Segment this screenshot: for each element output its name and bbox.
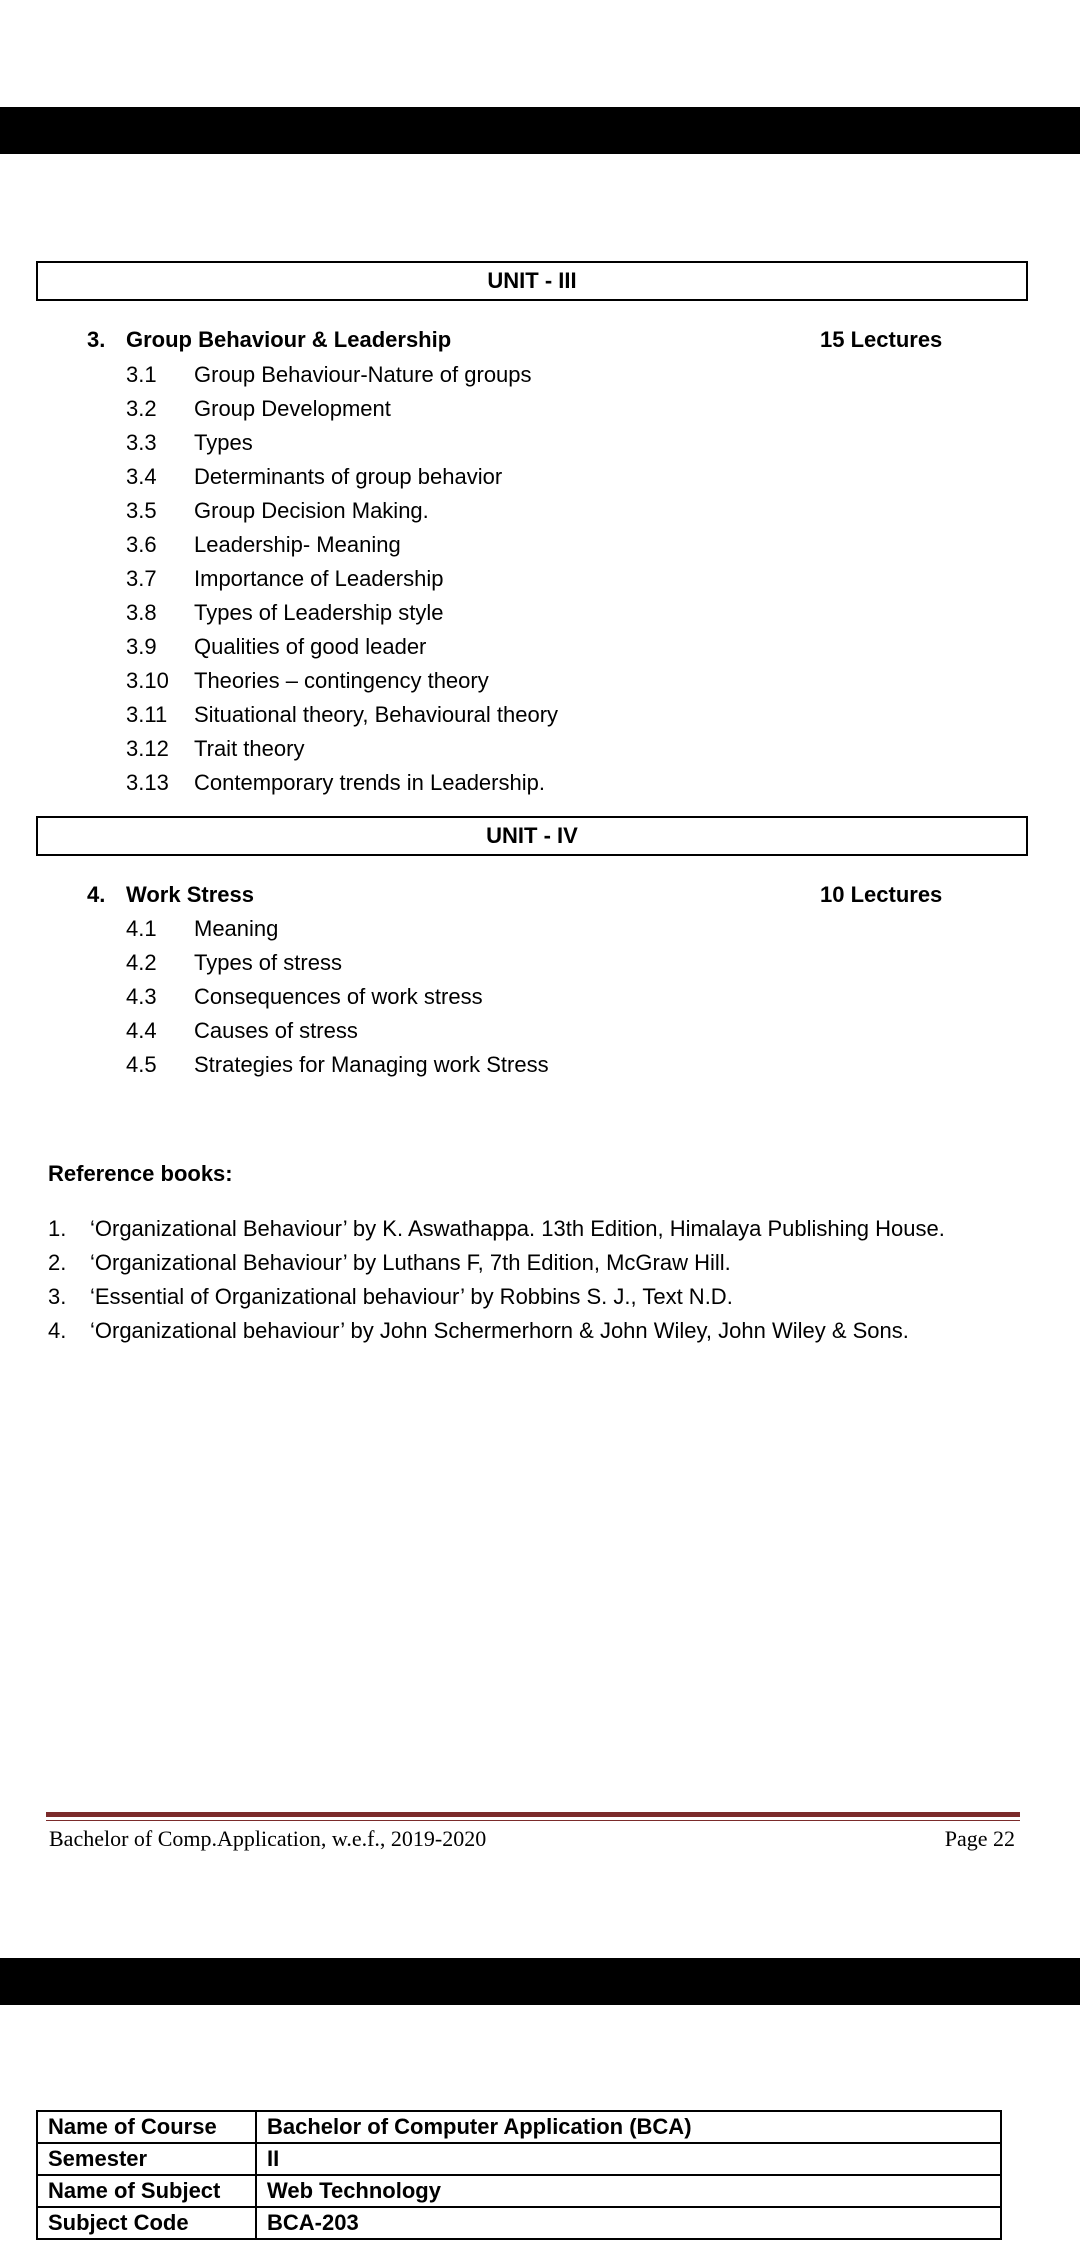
unit-3-topic-item (126, 494, 429, 528)
unit-3-topic-item-text: Group Development (194, 396, 391, 421)
unit-3-topic-item-text: Trait theory (194, 736, 305, 761)
unit-3-topic-item (126, 664, 489, 698)
reference-book-text: ‘Organizational Behaviour’ by Luthans F, 7th Edition, McGraw Hill. (90, 1250, 731, 1275)
course-info-value: Web Technology (256, 2175, 1001, 2207)
reference-book-item (48, 1216, 945, 1242)
unit-3-topic-item-number: 3.13 (126, 770, 169, 795)
footer-left-text: Bachelor of Comp.Application, w.e.f., 2019-2020 (49, 1826, 487, 1851)
unit-4-topic-item-text: Causes of stress (194, 1018, 358, 1043)
reference-book-text: ‘Essential of Organizational behaviour’ by Robbins S. J., Text N.D. (90, 1284, 733, 1309)
unit-3-topic-item (126, 426, 253, 460)
unit-4-topic-item-text: Strategies for Managing work Stress (194, 1052, 549, 1077)
reference-book-number: 1. (48, 1216, 67, 1241)
course-info-label: Subject Code (37, 2207, 256, 2239)
unit-3-topic-item-number: 3.9 (126, 634, 157, 659)
footer-rule-thin (46, 1820, 1020, 1821)
unit-4-topic-item (126, 912, 278, 946)
unit-4-topic-item (126, 1048, 549, 1082)
unit-3-topic-item-text: Importance of Leadership (194, 566, 444, 591)
unit-3-topic-item-text: Group Decision Making. (194, 498, 429, 523)
unit-3-topic-item (126, 596, 443, 630)
unit-3-topic-item-number: 3.4 (126, 464, 157, 489)
reference-book-item (48, 1318, 909, 1344)
unit-4-topic-item (126, 980, 483, 1014)
unit-3-topic-item-text: Types of Leadership style (194, 600, 444, 625)
unit-3-topic-item-number: 3.12 (126, 736, 169, 761)
unit-3-topic-item (126, 358, 532, 392)
unit-3-lectures: 15 Lectures (820, 327, 943, 352)
unit-3-topic-item (126, 460, 502, 494)
unit-3-topic-item (126, 732, 304, 766)
unit-3-topic-item (126, 528, 401, 562)
unit-3-section-number: 3. (87, 327, 106, 352)
reference-book-number: 3. (48, 1284, 67, 1309)
unit-4-topic-item (126, 946, 342, 980)
unit-4-topic-item-text: Meaning (194, 916, 279, 941)
course-info-row (37, 2207, 1001, 2239)
course-info-row (37, 2111, 1001, 2143)
unit-4-header-box (36, 816, 1028, 856)
course-info-table (36, 2110, 1002, 2240)
course-info-row (37, 2143, 1001, 2175)
unit-4-topic-item-number: 4.2 (126, 950, 157, 975)
reference-book-item (48, 1284, 733, 1310)
unit-3-topic-item-number: 3.1 (126, 362, 157, 387)
unit-4-topic-item (126, 1014, 358, 1048)
unit-3-topic-item-number: 3.2 (126, 396, 157, 421)
unit-3-topic-item (126, 392, 391, 426)
reference-book-text: ‘Organizational Behaviour’ by K. Aswathappa. 13th Edition, Himalaya Publishing House. (90, 1216, 945, 1241)
previous-page-clipped-text (0, 0, 1080, 4)
unit-3-topic-item-number: 3.7 (126, 566, 157, 591)
unit-4-topic-item-number: 4.4 (126, 1018, 157, 1043)
unit-3-topic-item-text: Theories – contingency theory (194, 668, 489, 693)
unit-4-topic-item-text: Consequences of work stress (194, 984, 483, 1009)
unit-3-title: UNIT - III (487, 268, 577, 293)
unit-3-topic-item-text: Determinants of group behavior (194, 464, 503, 489)
course-info-value: BCA-203 (256, 2207, 1001, 2239)
course-info-label: Name of Course (37, 2111, 256, 2143)
unit-3-topic-item-text: Qualities of good leader (194, 634, 427, 659)
course-info-value: Bachelor of Computer Application (BCA) (256, 2111, 1001, 2143)
page-separator-bar (0, 1958, 1080, 2005)
unit-3-topic-item-number: 3.6 (126, 532, 157, 557)
unit-4-topic-item-text: Types of stress (194, 950, 342, 975)
page-separator-bar (0, 107, 1080, 154)
unit-3-topic-item-number: 3.10 (126, 668, 169, 693)
footer-page-number: Page 22 (944, 1826, 1015, 1851)
unit-4-section-number: 4. (87, 882, 106, 907)
unit-3-topic-item (126, 562, 444, 596)
reference-book-item (48, 1250, 731, 1276)
course-info-value: II (256, 2143, 1001, 2175)
unit-4-title: UNIT - IV (486, 823, 578, 848)
unit-4-topic-item-number: 4.1 (126, 916, 157, 941)
unit-3-topic-item-text: Leadership- Meaning (194, 532, 401, 557)
unit-3-header-box (36, 261, 1028, 301)
reference-book-text: ‘Organizational behaviour’ by John Schermerhorn & John Wiley, John Wiley & Sons. (90, 1318, 909, 1343)
unit-3-topic-item (126, 766, 545, 800)
unit-3-topic-item-number: 3.8 (126, 600, 157, 625)
unit-3-topic-item-number: 3.5 (126, 498, 157, 523)
unit-3-topic-item-text: Situational theory, Behavioural theory (194, 702, 559, 727)
reference-books-title: Reference books: (48, 1161, 233, 1186)
unit-4-section-title: Work Stress (126, 882, 254, 907)
unit-4-topic-item-number: 4.3 (126, 984, 157, 1009)
reference-book-number: 4. (48, 1318, 67, 1343)
unit-3-topic-item-number: 3.11 (126, 702, 168, 727)
unit-3-topic-item (126, 630, 426, 664)
unit-4-lectures: 10 Lectures (820, 882, 943, 907)
unit-3-topic-item-number: 3.3 (126, 430, 157, 455)
unit-3-topic-item-text: Types (194, 430, 253, 455)
course-info-row (37, 2175, 1001, 2207)
reference-book-number: 2. (48, 1250, 67, 1275)
unit-3-topic-item-text: Contemporary trends in Leadership. (194, 770, 545, 795)
course-info-label: Semester (37, 2143, 256, 2175)
unit-3-topic-item (126, 698, 558, 732)
unit-3-section-title: Group Behaviour & Leadership (126, 327, 452, 352)
unit-3-topic-item-text: Group Behaviour-Nature of groups (194, 362, 532, 387)
footer-rule-thick (46, 1812, 1020, 1817)
course-info-label: Name of Subject (37, 2175, 256, 2207)
unit-4-topic-item-number: 4.5 (126, 1052, 157, 1077)
